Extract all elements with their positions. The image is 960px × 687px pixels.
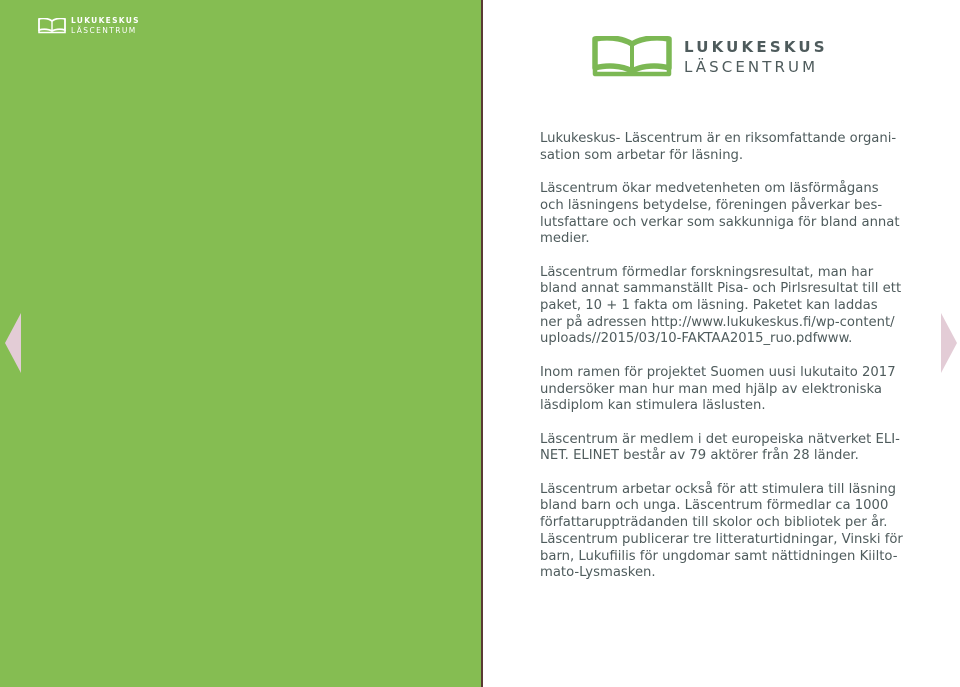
small-logo [37, 17, 140, 34]
open-book-icon [590, 36, 674, 78]
body-text [540, 131, 912, 599]
paragraph-2: Läscentrum ökar medvetenheten om läsförmågans och läsningens betydelse, föreningen påverkar bes- lutsfattare och verkar som sakkunniga för bland annat medier. [540, 181, 900, 247]
arrow-right-icon[interactable] [941, 313, 957, 373]
large-logo-line2: LÄSCENTRUM [684, 57, 819, 76]
large-logo [590, 36, 828, 78]
small-logo-line2: LÄSCENTRUM [71, 25, 137, 35]
open-book-icon [37, 18, 67, 34]
page-divider [481, 0, 483, 687]
paragraph-1: Lukukeskus- Läscentrum är en riksomfattande organi- sation som arbetar för läsning. [540, 131, 897, 163]
paragraph-6: Läscentrum arbetar också för att stimulera till läsning bland barn och unga. Läscentrum förmedlar ca 1000 författaruppträdanden till skolor och bibliotek per år. Läscentrum publicerar tre litteraturtidningar, Vinski för barn, Lukufiilis för ungdomar samt nättidningen Kiilto- mato-Lysmasken. [540, 481, 903, 581]
large-logo-line1: LUKUKESKUS [684, 37, 828, 56]
arrow-left-icon[interactable] [5, 313, 21, 373]
paragraph-3: Läscentrum förmedlar forskningsresultat, man har bland annat sammanställt Pisa- och Pirlsresultat till ett paket, 10 + 1 fakta om läsning. Paketet kan laddas ner på adressen http://www.lukukeskus.fi/wp-content/ uploads//2015/03/10-FAKTAA2015_ruo.pdfwww. [540, 264, 902, 347]
small-logo-line1: LUKUKESKUS [71, 16, 140, 25]
paragraph-4: Inom ramen för projektet Suomen uusi lukutaito 2017 undersöker man hur man med hjälp av elektroniska läsdiplom kan stimulera läslusten. [540, 364, 896, 414]
paragraph-5: Läscentrum är medlem i det europeiska nätverket ELI- NET. ELINET består av 79 aktörer från 28 länder. [540, 431, 900, 464]
